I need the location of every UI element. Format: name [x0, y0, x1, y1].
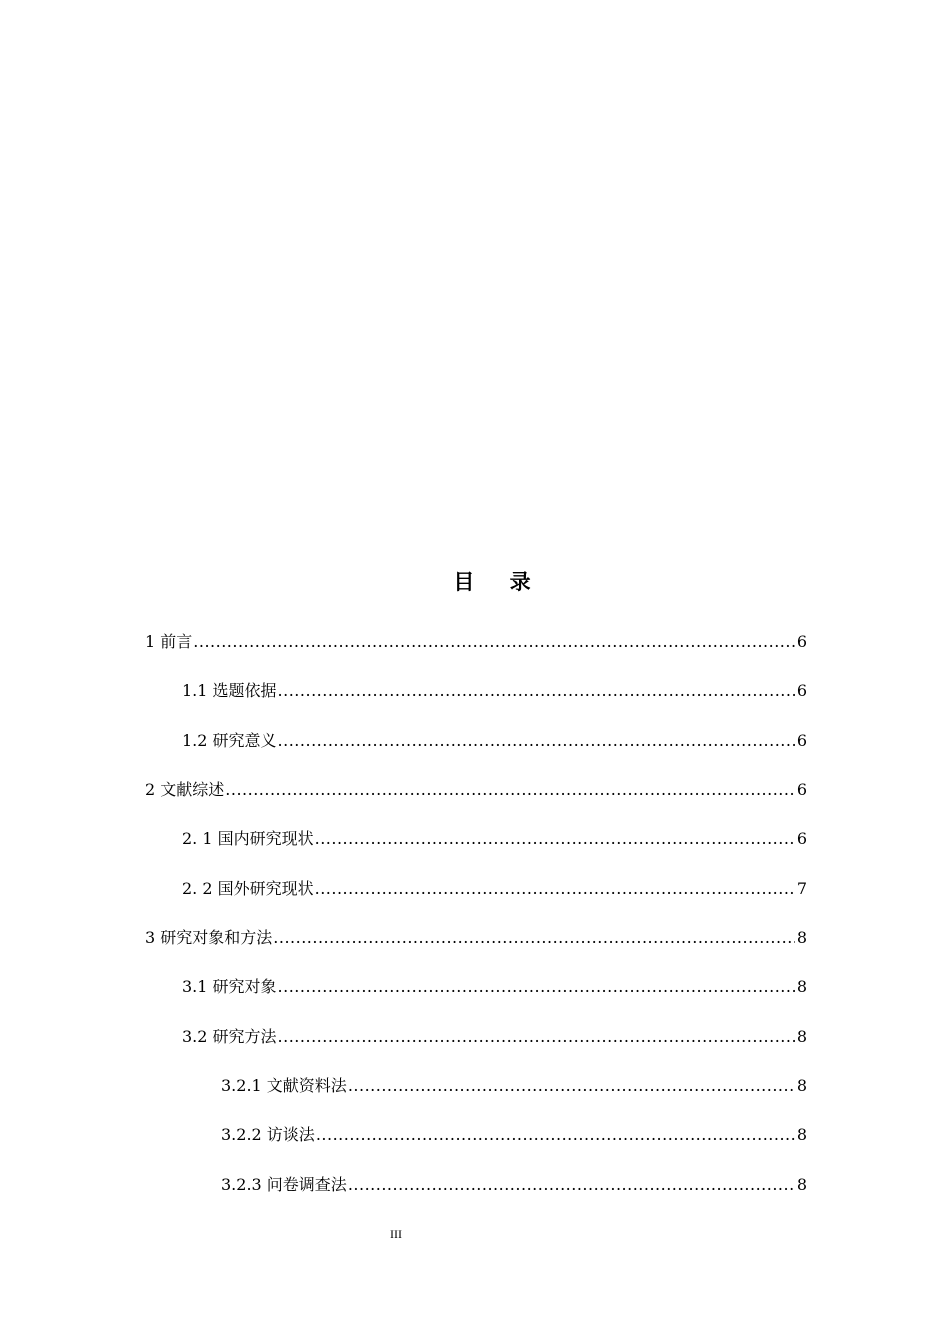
toc-entry-label: 1.1 选题依据 — [182, 681, 277, 700]
toc-entry-page: 8 — [796, 1076, 807, 1095]
toc-entry-page: 8 — [796, 1125, 807, 1144]
toc-entry-page: 6 — [796, 731, 807, 750]
toc-entry-label: 3 研究对象和方法 — [145, 928, 273, 947]
toc-entry[interactable] — [221, 1075, 807, 1097]
toc-entry-page: 6 — [796, 829, 807, 848]
toc-leader-dots — [278, 680, 795, 702]
toc-entry[interactable] — [145, 631, 807, 653]
toc-entry-label: 3.2 研究方法 — [182, 1027, 277, 1046]
toc-leader-dots — [278, 976, 795, 998]
toc-leader-dots — [315, 828, 795, 850]
toc-entry-page: 6 — [796, 681, 807, 700]
toc-entry-label: 3.2.2 访谈法 — [221, 1125, 315, 1144]
toc-entry[interactable] — [221, 1174, 807, 1196]
toc-entry[interactable] — [145, 779, 807, 801]
toc-entry-label: 3.2.3 问卷调查法 — [221, 1175, 347, 1194]
toc-entry-label: 2. 1 国内研究现状 — [182, 829, 314, 848]
toc-entry-label: 1.2 研究意义 — [182, 731, 277, 750]
toc-leader-dots — [278, 730, 795, 752]
toc-entry-page: 8 — [796, 1027, 807, 1046]
toc-entry-page: 6 — [796, 632, 807, 651]
toc-entry[interactable] — [182, 878, 807, 900]
toc-entry[interactable] — [221, 1124, 807, 1146]
toc-leader-dots — [315, 878, 795, 900]
toc-entry[interactable] — [145, 927, 807, 949]
toc-leader-dots — [225, 779, 795, 801]
toc-entry[interactable] — [182, 730, 807, 752]
toc-entry-page: 8 — [796, 977, 807, 996]
toc-leader-dots — [278, 1026, 795, 1048]
toc-leader-dots — [273, 927, 795, 949]
toc-entry-label: 2. 2 国外研究现状 — [182, 879, 314, 898]
toc-entry-label: 3.2.1 文献资料法 — [221, 1076, 347, 1095]
toc-leader-dots — [193, 631, 795, 653]
toc-entry[interactable] — [182, 1026, 807, 1048]
toc-entry[interactable] — [182, 680, 807, 702]
toc-entry-page: 6 — [796, 780, 807, 799]
toc-entry-page: 8 — [796, 928, 807, 947]
page-number: III — [390, 1227, 402, 1241]
toc-entry[interactable] — [182, 828, 807, 850]
toc-leader-dots — [348, 1174, 795, 1196]
toc-entry[interactable] — [182, 976, 807, 998]
toc-entry-label: 1 前言 — [145, 632, 193, 651]
toc-entry-label: 2 文献综述 — [145, 780, 225, 799]
toc-entry-page: 7 — [796, 879, 807, 898]
toc-entry-page: 8 — [796, 1175, 807, 1194]
toc-title: 目 录 — [453, 570, 545, 594]
toc-leader-dots — [316, 1124, 795, 1146]
toc-entry-label: 3.1 研究对象 — [182, 977, 277, 996]
toc-leader-dots — [348, 1075, 795, 1097]
